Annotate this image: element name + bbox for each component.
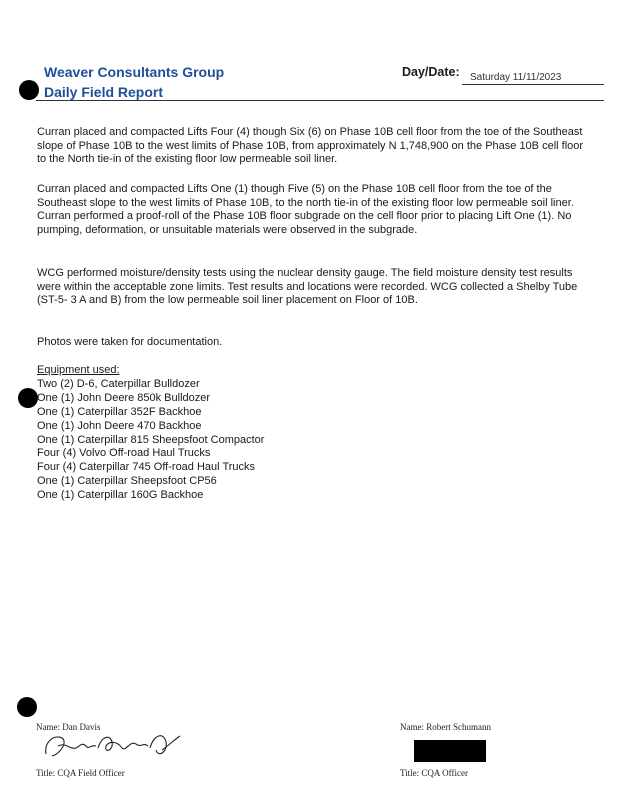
punch-hole-top <box>19 80 39 100</box>
field-officer-name: Name: Dan Davis <box>36 722 101 732</box>
equipment-item: One (1) Caterpillar 815 Sheepsfoot Compactor <box>37 433 265 446</box>
cqa-officer-title: Title: CQA Officer <box>400 768 469 778</box>
equipment-item: One (1) Caterpillar 352F Backhoe <box>37 405 202 418</box>
report-paragraph: Curran placed and compacted Lifts One (1) though Five (5) on the Phase 10B cell floor from the toe of the Southeast slope to the west limits of Phase 10B, to the north tie-in of the existing floor low permeable soil liner. Curran performed a proof-roll of the Phase 10B floor subgrade on the cell floor prior to placing Lift One (1). No pumping, deformation, or unsuitable materials were observed in the subgrade. <box>37 183 574 237</box>
equipment-item: One (1) John Deere 850k Bulldozer <box>37 391 211 404</box>
handwritten-signature <box>40 728 190 762</box>
header-rule-left <box>36 100 172 101</box>
report-paragraph: WCG performed moisture/density tests using the nuclear density gauge. The field moisture density test results were within the acceptable zone limits. Test results and locations were recorded. WCG collected a Shelby Tube (ST-5- 3 A and B) from the low permeable soil liner placement on Floor of 10B. <box>37 267 578 307</box>
equipment-item: One (1) Caterpillar 160G Backhoe <box>37 489 204 502</box>
date-label: Day/Date: <box>402 65 460 79</box>
punch-hole-bottom <box>17 697 37 717</box>
equipment-heading: Equipment used: <box>37 364 120 376</box>
date-value: Saturday 11/11/2023 <box>470 72 562 83</box>
redacted-signature <box>414 740 486 762</box>
report-title: Daily Field Report <box>44 84 164 100</box>
equipment-item: One (1) John Deere 470 Backhoe <box>37 419 202 432</box>
equipment-item: Four (4) Caterpillar 745 Off-road Haul Trucks <box>37 461 256 474</box>
punch-hole-middle <box>18 388 38 408</box>
date-underline <box>462 84 604 85</box>
cqa-officer-name: Name: Robert Schumann <box>400 722 491 732</box>
equipment-item: One (1) Caterpillar Sheepsfoot CP56 <box>37 475 217 488</box>
report-paragraph: Curran placed and compacted Lifts Four (4) though Six (6) on Phase 10B cell floor from the toe of the Southeast slope of Phase 10B to the west limits of Phase 10B, from approximately N 1,748,900 on the Phase 10B cell floor to the North tie-in of the existing floor low permeable soil liner. <box>37 126 584 166</box>
equipment-section <box>37 364 264 503</box>
equipment-item: Two (2) D-6, Caterpillar Bulldozer <box>37 377 200 390</box>
field-officer-title: Title: CQA Field Officer <box>36 768 125 778</box>
company-name: Weaver Consultants Group <box>44 64 225 80</box>
report-paragraph: Photos were taken for documentation. <box>37 336 223 348</box>
header-rule <box>172 100 604 101</box>
equipment-item: Four (4) Volvo Off-road Haul Trucks <box>37 447 211 460</box>
equipment-list <box>37 378 264 503</box>
